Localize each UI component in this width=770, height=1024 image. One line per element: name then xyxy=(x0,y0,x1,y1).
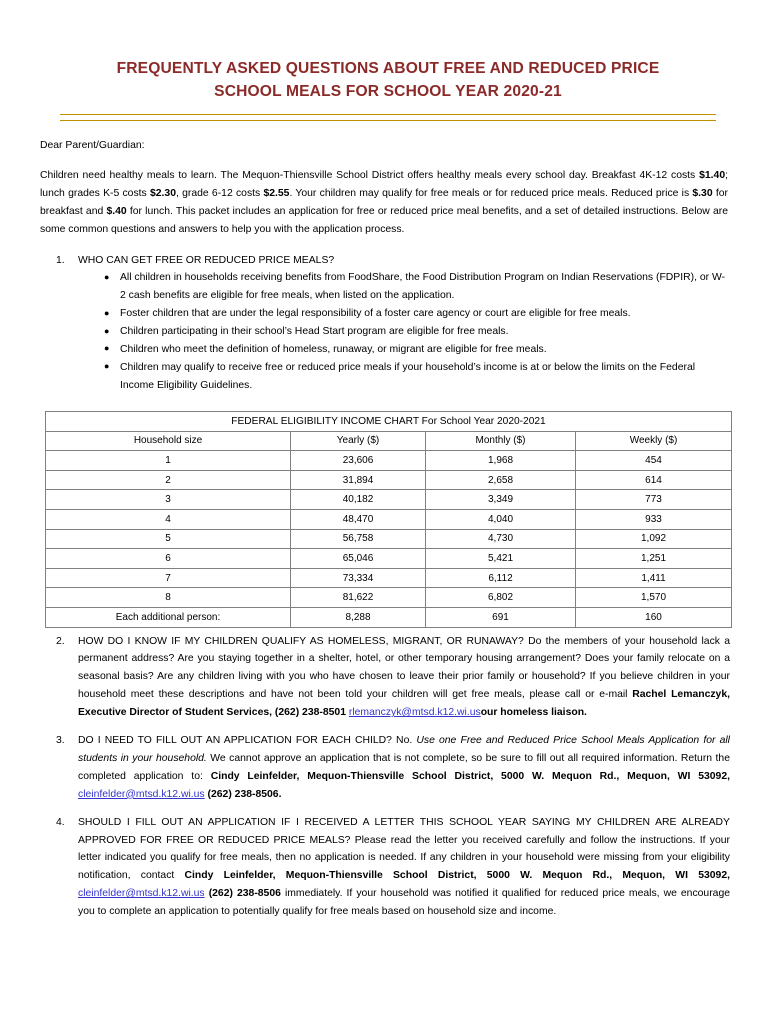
faq-1-bullets xyxy=(78,269,730,394)
faq-2-text-2: our homeless liaison. xyxy=(480,707,587,719)
faq-heading-4: SHOULD I FILL OUT AN APPLICATION IF I RECEIVED A LETTER THIS SCHOOL YEAR SAYING MY CHILDREN ARE ALREADY APPROVED FOR FREE OR REDUCED PRICE MEALS? xyxy=(78,816,730,846)
table-title: FEDERAL ELIGIBILITY INCOME CHART For School Year 2020-2021 xyxy=(46,411,732,431)
table-row-additional-person xyxy=(46,608,732,628)
list-item xyxy=(78,341,730,359)
list-item xyxy=(78,269,730,305)
cell-household-size: 6 xyxy=(46,549,291,569)
document-header xyxy=(60,58,716,121)
faq-body-2 xyxy=(78,633,730,722)
bullet-icon: ● xyxy=(104,361,110,372)
faq-4-contact-name: Cindy Leinfelder, Mequon-Thiensville School District, 5000 W. Mequon Rd., Mequon, WI 53092, xyxy=(184,870,730,882)
cell-monthly: 1,968 xyxy=(426,451,576,471)
faq-4-text-2: immediately. If your household was notified it qualified for reduced price meals, we encourage you to complete an application to potentially qualify for free meals based on household size and income. xyxy=(78,888,731,918)
email-link-cleinfelder-q4[interactable]: cleinfelder@mtsd.k12.wi.us xyxy=(78,888,205,900)
faq-body-3 xyxy=(78,732,730,804)
cell-monthly: 6,112 xyxy=(426,568,576,588)
faq-4-contact-phone: (262) 238-8506 xyxy=(208,888,281,900)
faq-number-4: 4. xyxy=(56,816,65,828)
faq-heading-2: HOW DO I KNOW IF MY CHILDREN QUALIFY AS HOMELESS, MIGRANT, OR RUNAWAY? xyxy=(78,635,524,647)
faq-number-2: 2. xyxy=(56,635,65,647)
bullet-icon: ● xyxy=(104,343,110,354)
table-row xyxy=(46,529,732,549)
cell-weekly: 1,251 xyxy=(576,549,732,569)
cell-weekly: 773 xyxy=(576,490,732,510)
title-divider xyxy=(60,114,716,121)
cell-household-size: 8 xyxy=(46,588,291,608)
cell-household-size: Each additional person: xyxy=(46,608,291,628)
cell-household-size: 5 xyxy=(46,529,291,549)
list-item-label: Children participating in their school’s Head Start program are eligible for free meals. xyxy=(120,326,509,338)
faq-3-text-2: We cannot approve an application that is not complete, so be sure to fill out all required information. Return the completed application to: xyxy=(78,752,730,782)
cell-monthly: 2,658 xyxy=(426,470,576,490)
list-item-label: Children who meet the definition of homeless, runaway, or migrant are eligible for free meals. xyxy=(120,343,547,355)
cell-weekly: 160 xyxy=(576,608,732,628)
cell-weekly: 1,570 xyxy=(576,588,732,608)
faq-3-text-1: No. xyxy=(391,735,417,747)
table-row xyxy=(46,568,732,588)
cell-yearly: 56,758 xyxy=(291,529,426,549)
table-row xyxy=(46,490,732,510)
cell-monthly: 691 xyxy=(426,608,576,628)
cell-yearly: 31,894 xyxy=(291,470,426,490)
cell-weekly: 1,411 xyxy=(576,568,732,588)
cell-weekly: 1,092 xyxy=(576,529,732,549)
price-lunch-612: $2.55 xyxy=(263,187,290,199)
faq-number-1: 1. xyxy=(56,254,65,266)
column-header-monthly: Monthly ($) xyxy=(426,431,576,451)
faq-2-contact-name: Rachel Lemanczyk, Executive Director of Student Services, (262) 238-8501 xyxy=(78,689,730,719)
cell-monthly: 4,040 xyxy=(426,510,576,530)
cell-monthly: 6,802 xyxy=(426,588,576,608)
cell-weekly: 614 xyxy=(576,470,732,490)
faq-list-upper xyxy=(38,252,730,395)
cell-weekly: 454 xyxy=(576,451,732,471)
faq-2-text-1: Do the members of your household lack a permanent address? Are you staying together in a shelter, hotel, or other temporary housing arrangement? Does your family relocate on a seasonal basis? Are any children living with you who have chosen to leave their prior family or household? If you believe children in your household meet these descriptions and have not been told your children will get free meals, please call or e-mail xyxy=(78,635,731,701)
table-row xyxy=(46,470,732,490)
email-link-cleinfelder-q3[interactable]: cleinfelder@mtsd.k12.wi.us xyxy=(78,788,205,800)
price-breakfast: $1.40 xyxy=(699,169,726,181)
cell-yearly: 23,606 xyxy=(291,451,426,471)
intro-part-4: . Your children may qualify for free meals or for reduced price meals. Reduced price is xyxy=(289,187,693,199)
cell-yearly: 65,046 xyxy=(291,549,426,569)
cell-monthly: 4,730 xyxy=(426,529,576,549)
cell-yearly: 48,470 xyxy=(291,510,426,530)
price-reduced-lunch: $.40 xyxy=(106,205,127,217)
list-item xyxy=(78,323,730,341)
faq-3-contact-name: Cindy Leinfelder, Mequon-Thiensville School District, 5000 W. Mequon Rd., Mequon, WI 53092, xyxy=(210,770,730,782)
cell-monthly: 5,421 xyxy=(426,549,576,569)
list-item-label: Foster children that are under the legal responsibility of a foster care agency or court are eligible for free meals. xyxy=(120,308,631,320)
faq-heading-1: WHO CAN GET FREE OR REDUCED PRICE MEALS? xyxy=(78,254,335,266)
bullet-icon: ● xyxy=(104,325,110,336)
intro-paragraph xyxy=(40,167,728,239)
column-header-household-size: Household size xyxy=(46,431,291,451)
bullet-icon: ● xyxy=(104,307,110,318)
intro-part-1: Children need healthy meals to learn. The Mequon-Thiensville School District offers healthy meals every school day. Breakfast 4K-12 costs xyxy=(40,169,700,181)
list-item xyxy=(78,359,730,395)
cell-monthly: 3,349 xyxy=(426,490,576,510)
faq-list-lower xyxy=(38,633,730,921)
faq-body-4 xyxy=(78,814,730,921)
intro-part-5: for breakfast and xyxy=(40,187,728,217)
federal-eligibility-income-chart xyxy=(45,411,731,628)
page-title xyxy=(60,58,716,110)
faq-item-4 xyxy=(38,814,730,921)
table-row xyxy=(46,510,732,530)
cell-weekly: 933 xyxy=(576,510,732,530)
faq-4-text-1: Please read the letter you received carefully and follow the instructions. If your letter indicated you qualify for free meals, then no application is needed. If any children in your household were missing from your eligibility notification, contact xyxy=(78,834,730,882)
intro-part-3: , grade 6-12 costs xyxy=(176,187,264,199)
cell-household-size: 7 xyxy=(46,568,291,588)
list-item-label: Children may qualify to receive free or reduced price meals if your household’s income is at or below the limits on the Federal Income Eligibility Guidelines. xyxy=(120,361,696,391)
cell-household-size: 1 xyxy=(46,451,291,471)
cell-yearly: 73,334 xyxy=(291,568,426,588)
column-header-yearly: Yearly ($) xyxy=(291,431,426,451)
faq-item-2 xyxy=(38,633,730,722)
cell-yearly: 8,288 xyxy=(291,608,426,628)
page-title-line-1: FREQUENTLY ASKED QUESTIONS ABOUT FREE AND REDUCED PRICE xyxy=(116,60,660,77)
page-title-line-2: SCHOOL MEALS FOR SCHOOL YEAR 2020-21 xyxy=(214,82,562,100)
table-title-row xyxy=(46,411,732,431)
table-row xyxy=(46,588,732,608)
intro-part-2: ; lunch grades K-5 costs xyxy=(40,169,728,199)
list-item xyxy=(78,305,730,323)
email-link-rlemanczyk[interactable]: rlemanczyk@mtsd.k12.wi.us xyxy=(348,707,481,719)
price-lunch-k5: $2.30 xyxy=(149,187,176,199)
faq-3-italic: Use one Free and Reduced Price School Meals Application for all students in your household. xyxy=(78,735,730,764)
cell-household-size: 2 xyxy=(46,470,291,490)
salutation: Dear Parent/Guardian: xyxy=(40,139,145,151)
cell-household-size: 4 xyxy=(46,510,291,530)
faq-item-3 xyxy=(38,732,730,804)
price-reduced-breakfast: $.30 xyxy=(692,187,713,199)
faq-number-3: 3. xyxy=(56,735,65,747)
cell-yearly: 40,182 xyxy=(291,490,426,510)
list-item-label: All children in households receiving benefits from FoodShare, the Food Distribution Program on Indian Reservations (FDPIR), or W-2 cash benefits are eligible for free meals, when listed on the application. xyxy=(120,272,726,302)
eligibility-table-body xyxy=(46,411,732,627)
table-row xyxy=(46,549,732,569)
table-row xyxy=(46,451,732,471)
bullet-icon: ● xyxy=(104,271,110,282)
column-header-weekly: Weekly ($) xyxy=(576,431,732,451)
cell-yearly: 81,622 xyxy=(291,588,426,608)
eligibility-table xyxy=(45,411,732,628)
faq-heading-3: DO I NEED TO FILL OUT AN APPLICATION FOR EACH CHILD? xyxy=(78,735,392,747)
table-header-row xyxy=(46,431,732,451)
faq-item-1 xyxy=(38,252,730,395)
cell-household-size: 3 xyxy=(46,490,291,510)
faq-3-contact-phone: (262) 238-8506. xyxy=(207,788,282,800)
intro-part-6: for lunch. This packet includes an application for free or reduced price meal benefits, and a set of detailed instructions. Below are some common questions and answers to help you with the application process. xyxy=(40,205,728,235)
